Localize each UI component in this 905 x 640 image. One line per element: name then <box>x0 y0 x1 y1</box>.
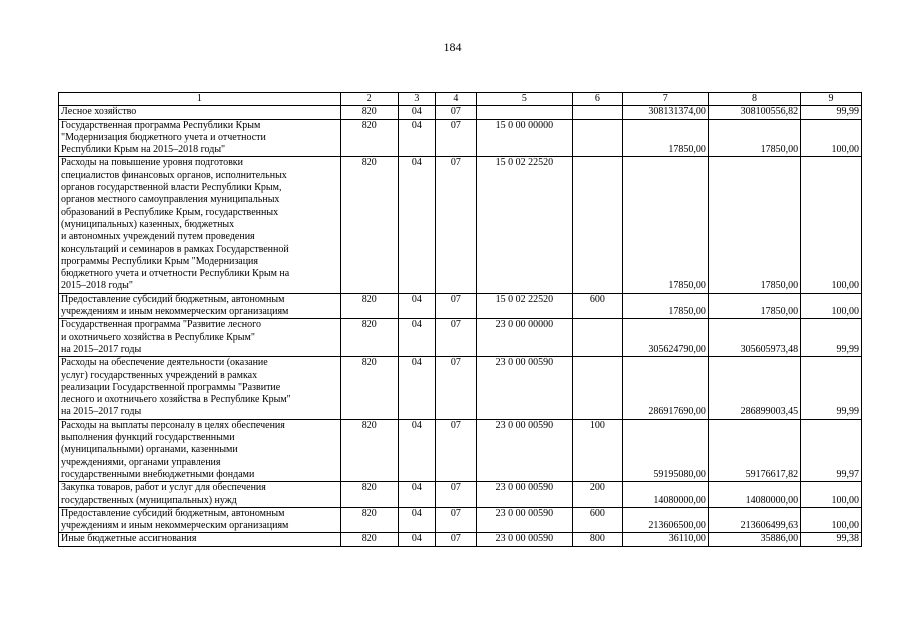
cell-planned: 14080000,00 <box>622 482 708 508</box>
table-row <box>59 419 862 481</box>
cell-section: 04 <box>398 482 436 508</box>
cell-executed: 14080000,00 <box>708 482 800 508</box>
column-header: 6 <box>573 93 623 106</box>
cell-section: 04 <box>398 533 436 546</box>
cell-target-article: 23 0 00 00590 <box>476 357 572 419</box>
table-row <box>59 533 862 546</box>
cell-planned: 213606500,00 <box>622 507 708 533</box>
cell-percent: 99,99 <box>801 106 862 119</box>
cell-planned: 17850,00 <box>622 119 708 157</box>
cell-percent: 99,99 <box>801 319 862 357</box>
cell-executed: 17850,00 <box>708 293 800 319</box>
cell-expense-type: 600 <box>573 293 623 319</box>
cell-percent: 99,97 <box>801 419 862 481</box>
cell-section: 04 <box>398 507 436 533</box>
cell-subsection: 07 <box>436 119 477 157</box>
cell-ministry: 820 <box>340 119 398 157</box>
cell-expense-type: 800 <box>573 533 623 546</box>
cell-executed: 17850,00 <box>708 119 800 157</box>
row-name: Предоставление субсидий бюджетным, автономным учреждениям и иным некоммерческим организациям <box>59 293 341 319</box>
table-row <box>59 106 862 119</box>
cell-percent: 100,00 <box>801 293 862 319</box>
cell-planned: 17850,00 <box>622 293 708 319</box>
cell-subsection: 07 <box>436 507 477 533</box>
column-header: 5 <box>476 93 572 106</box>
cell-percent: 100,00 <box>801 507 862 533</box>
row-name: Государственная программа "Развитие лесного и охотничьего хозяйства в Республике Крым" на 2015–2017 годы <box>59 319 341 357</box>
cell-section: 04 <box>398 419 436 481</box>
table-row <box>59 119 862 157</box>
budget-table <box>58 92 862 547</box>
cell-executed: 35886,00 <box>708 533 800 546</box>
cell-subsection: 07 <box>436 293 477 319</box>
row-name: Расходы на выплаты персоналу в целях обеспечения выполнения функций государственными (муниципальными) органами, казенными учреждениями, органами управления государственными внебюджетными фондами <box>59 419 341 481</box>
cell-percent: 100,00 <box>801 157 862 293</box>
cell-subsection: 07 <box>436 533 477 546</box>
cell-planned: 17850,00 <box>622 157 708 293</box>
cell-target-article: 15 0 02 22520 <box>476 293 572 319</box>
table-row <box>59 357 862 419</box>
cell-section: 04 <box>398 157 436 293</box>
cell-subsection: 07 <box>436 157 477 293</box>
cell-planned: 286917690,00 <box>622 357 708 419</box>
cell-expense-type: 100 <box>573 419 623 481</box>
cell-percent: 99,38 <box>801 533 862 546</box>
cell-ministry: 820 <box>340 293 398 319</box>
cell-planned: 36110,00 <box>622 533 708 546</box>
cell-expense-type: 200 <box>573 482 623 508</box>
cell-subsection: 07 <box>436 357 477 419</box>
table-row <box>59 507 862 533</box>
cell-ministry: 820 <box>340 419 398 481</box>
row-name: Государственная программа Республики Крым "Модернизация бюджетного учета и отчетности Республики Крым на 2015–2018 годы" <box>59 119 341 157</box>
cell-section: 04 <box>398 319 436 357</box>
cell-subsection: 07 <box>436 106 477 119</box>
cell-ministry: 820 <box>340 157 398 293</box>
row-name: Закупка товаров, работ и услуг для обеспечения государственных (муниципальных) нужд <box>59 482 341 508</box>
cell-subsection: 07 <box>436 419 477 481</box>
column-header: 8 <box>708 93 800 106</box>
column-header: 9 <box>801 93 862 106</box>
cell-planned: 59195080,00 <box>622 419 708 481</box>
cell-target-article: 15 0 02 22520 <box>476 157 572 293</box>
cell-subsection: 07 <box>436 482 477 508</box>
cell-target-article: 23 0 00 00590 <box>476 507 572 533</box>
cell-expense-type <box>573 319 623 357</box>
cell-target-article: 23 0 00 00590 <box>476 482 572 508</box>
column-header: 2 <box>340 93 398 106</box>
column-header: 3 <box>398 93 436 106</box>
cell-expense-type: 600 <box>573 507 623 533</box>
row-name: Предоставление субсидий бюджетным, автономным учреждениям и иным некоммерческим организациям <box>59 507 341 533</box>
row-name: Расходы на обеспечение деятельности (оказание услуг) государственных учреждений в рамках реализации Государственной программы "Развитие лесного и охотничьего хозяйства в Республике Крым" на 2015–2017 годы <box>59 357 341 419</box>
cell-percent: 99,99 <box>801 357 862 419</box>
cell-target-article: 15 0 00 00000 <box>476 119 572 157</box>
cell-executed: 213606499,63 <box>708 507 800 533</box>
row-name: Иные бюджетные ассигнования <box>59 533 341 546</box>
header-row <box>59 93 862 106</box>
cell-expense-type <box>573 106 623 119</box>
cell-section: 04 <box>398 357 436 419</box>
cell-ministry: 820 <box>340 533 398 546</box>
cell-executed: 17850,00 <box>708 157 800 293</box>
cell-expense-type <box>573 119 623 157</box>
cell-executed: 305605973,48 <box>708 319 800 357</box>
cell-ministry: 820 <box>340 319 398 357</box>
cell-expense-type <box>573 357 623 419</box>
column-header: 1 <box>59 93 341 106</box>
cell-executed: 308100556,82 <box>708 106 800 119</box>
table-row <box>59 293 862 319</box>
cell-ministry: 820 <box>340 106 398 119</box>
column-header: 4 <box>436 93 477 106</box>
cell-ministry: 820 <box>340 482 398 508</box>
cell-expense-type <box>573 157 623 293</box>
page-number: 184 <box>443 40 462 54</box>
table-row <box>59 319 862 357</box>
cell-subsection: 07 <box>436 319 477 357</box>
cell-planned: 308131374,00 <box>622 106 708 119</box>
table-row <box>59 157 862 293</box>
cell-target-article: 23 0 00 00000 <box>476 319 572 357</box>
table-row <box>59 482 862 508</box>
column-header: 7 <box>622 93 708 106</box>
cell-executed: 59176617,82 <box>708 419 800 481</box>
cell-percent: 100,00 <box>801 482 862 508</box>
row-name: Расходы на повышение уровня подготовки специалистов финансовых органов, исполнительных органов государственной власти Республики Крым, органов местного самоуправления муниципальных образований в Республике Крым, государственных (муниципальных) казенных, бюджетных и автономных учреждений путем проведения консультаций и семинаров в рамках Государственной программы Республики Крым "Модернизация бюджетного учета и отчетности Республики Крым на 2015–2018 годы" <box>59 157 341 293</box>
cell-ministry: 820 <box>340 357 398 419</box>
row-name: Лесное хозяйство <box>59 106 341 119</box>
cell-planned: 305624790,00 <box>622 319 708 357</box>
cell-section: 04 <box>398 293 436 319</box>
cell-ministry: 820 <box>340 507 398 533</box>
cell-section: 04 <box>398 106 436 119</box>
cell-target-article: 23 0 00 00590 <box>476 533 572 546</box>
cell-target-article <box>476 106 572 119</box>
cell-percent: 100,00 <box>801 119 862 157</box>
cell-executed: 286899003,45 <box>708 357 800 419</box>
cell-target-article: 23 0 00 00590 <box>476 419 572 481</box>
cell-section: 04 <box>398 119 436 157</box>
